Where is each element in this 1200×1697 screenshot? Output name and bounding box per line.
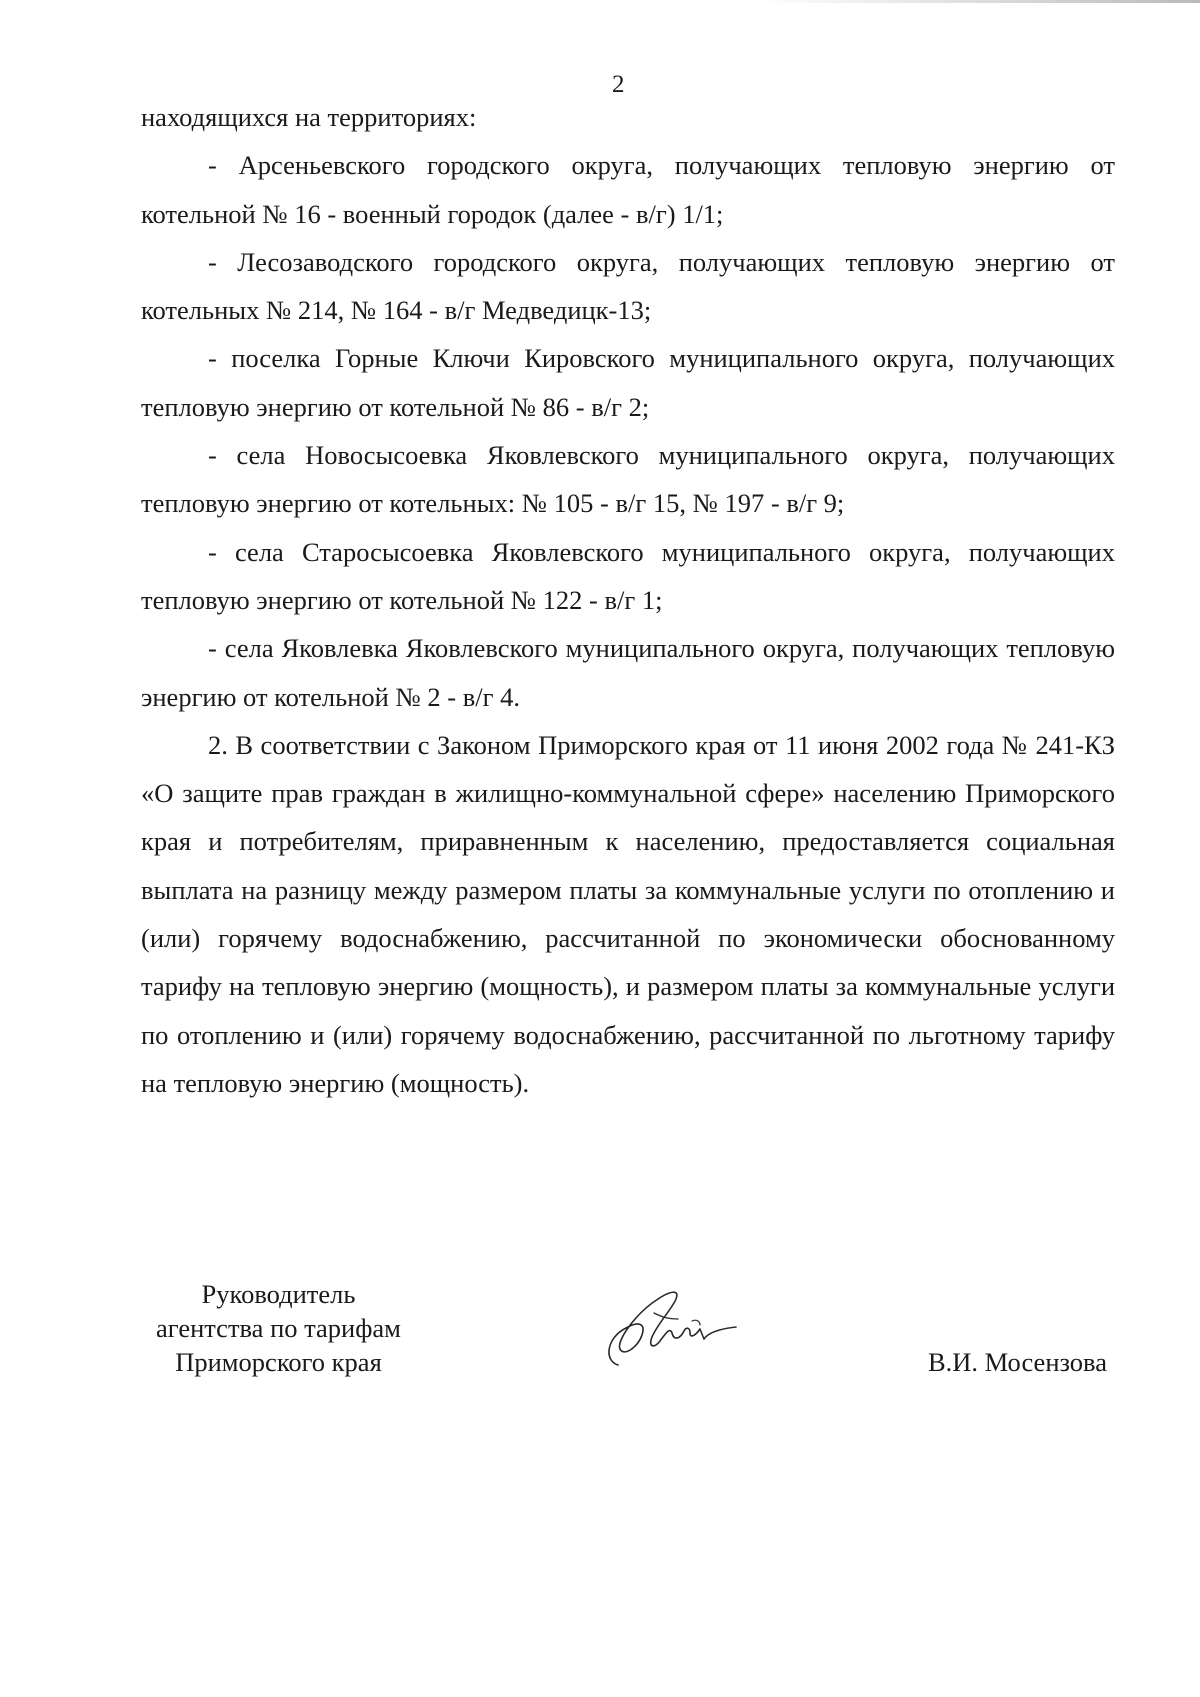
continuation-line: находящихся на территориях: — [141, 102, 477, 132]
scan-edge-shadow — [760, 0, 1200, 3]
signer-title — [141, 1277, 416, 1379]
paragraph-2-social-payment: 2. В соответствии с Законом Приморского края от 11 июня 2002 года № 241-КЗ «О защите прав граждан в жилищно-коммунальной сфере» населению Приморского края и потребителям, приравненным к населению, предоставляется социальная выплата на разницу между размером платы за коммунальные услуги по отоплению и (или) горячему водоснабжению, рассчитанной по экономически обоснованному тарифу на тепловую энергию (мощность), и размером платы за коммунальные услуги по отоплению и (или) горячему водоснабжению, рассчитанной по льготному тарифу на тепловую энергию (мощность). — [141, 729, 1115, 1098]
list-item-yakovlevka: - села Яковлевка Яковлевского муниципального округа, получающих тепловую энергию от котельной № 2 - в/г 4. — [141, 633, 1115, 712]
signer-name: В.И. Мосензова — [927, 1347, 1107, 1377]
signature-block — [141, 1277, 1115, 1397]
list-item-arsenyev: - Арсеньевского городского округа, получающих тепловую энергию от котельной № 16 - военный городок (далее - в/г) 1/1; — [141, 150, 1115, 229]
list-item-gornye-klyuchi: - поселка Горные Ключи Кировского муниципального округа, получающих тепловую энергию от котельной № 86 - в/г 2; — [141, 343, 1115, 422]
signer-title-line: Приморского края — [175, 1347, 382, 1377]
document-body — [141, 93, 1115, 1107]
list-item-starosysoevka: - села Старосысоевка Яковлевского муниципального округа, получающих тепловую энергию от котельной № 122 - в/г 1; — [141, 536, 1115, 615]
list-item-novosysoevka: - села Новосысоевка Яковлевского муниципального округа, получающих тепловую энергию от котельных: № 105 - в/г 15, № 197 - в/г 9; — [141, 440, 1115, 519]
signer-title-line: Руководитель — [201, 1279, 356, 1309]
list-item-lesozavodsk: - Лесозаводского городского округа, получающих тепловую энергию от котельных № 214, № 164 - в/г Медведицк-13; — [141, 246, 1115, 326]
handwritten-signature — [596, 1283, 746, 1373]
page-number: 2 — [612, 71, 625, 98]
signer-title-line: агентства по тарифам — [156, 1313, 401, 1343]
